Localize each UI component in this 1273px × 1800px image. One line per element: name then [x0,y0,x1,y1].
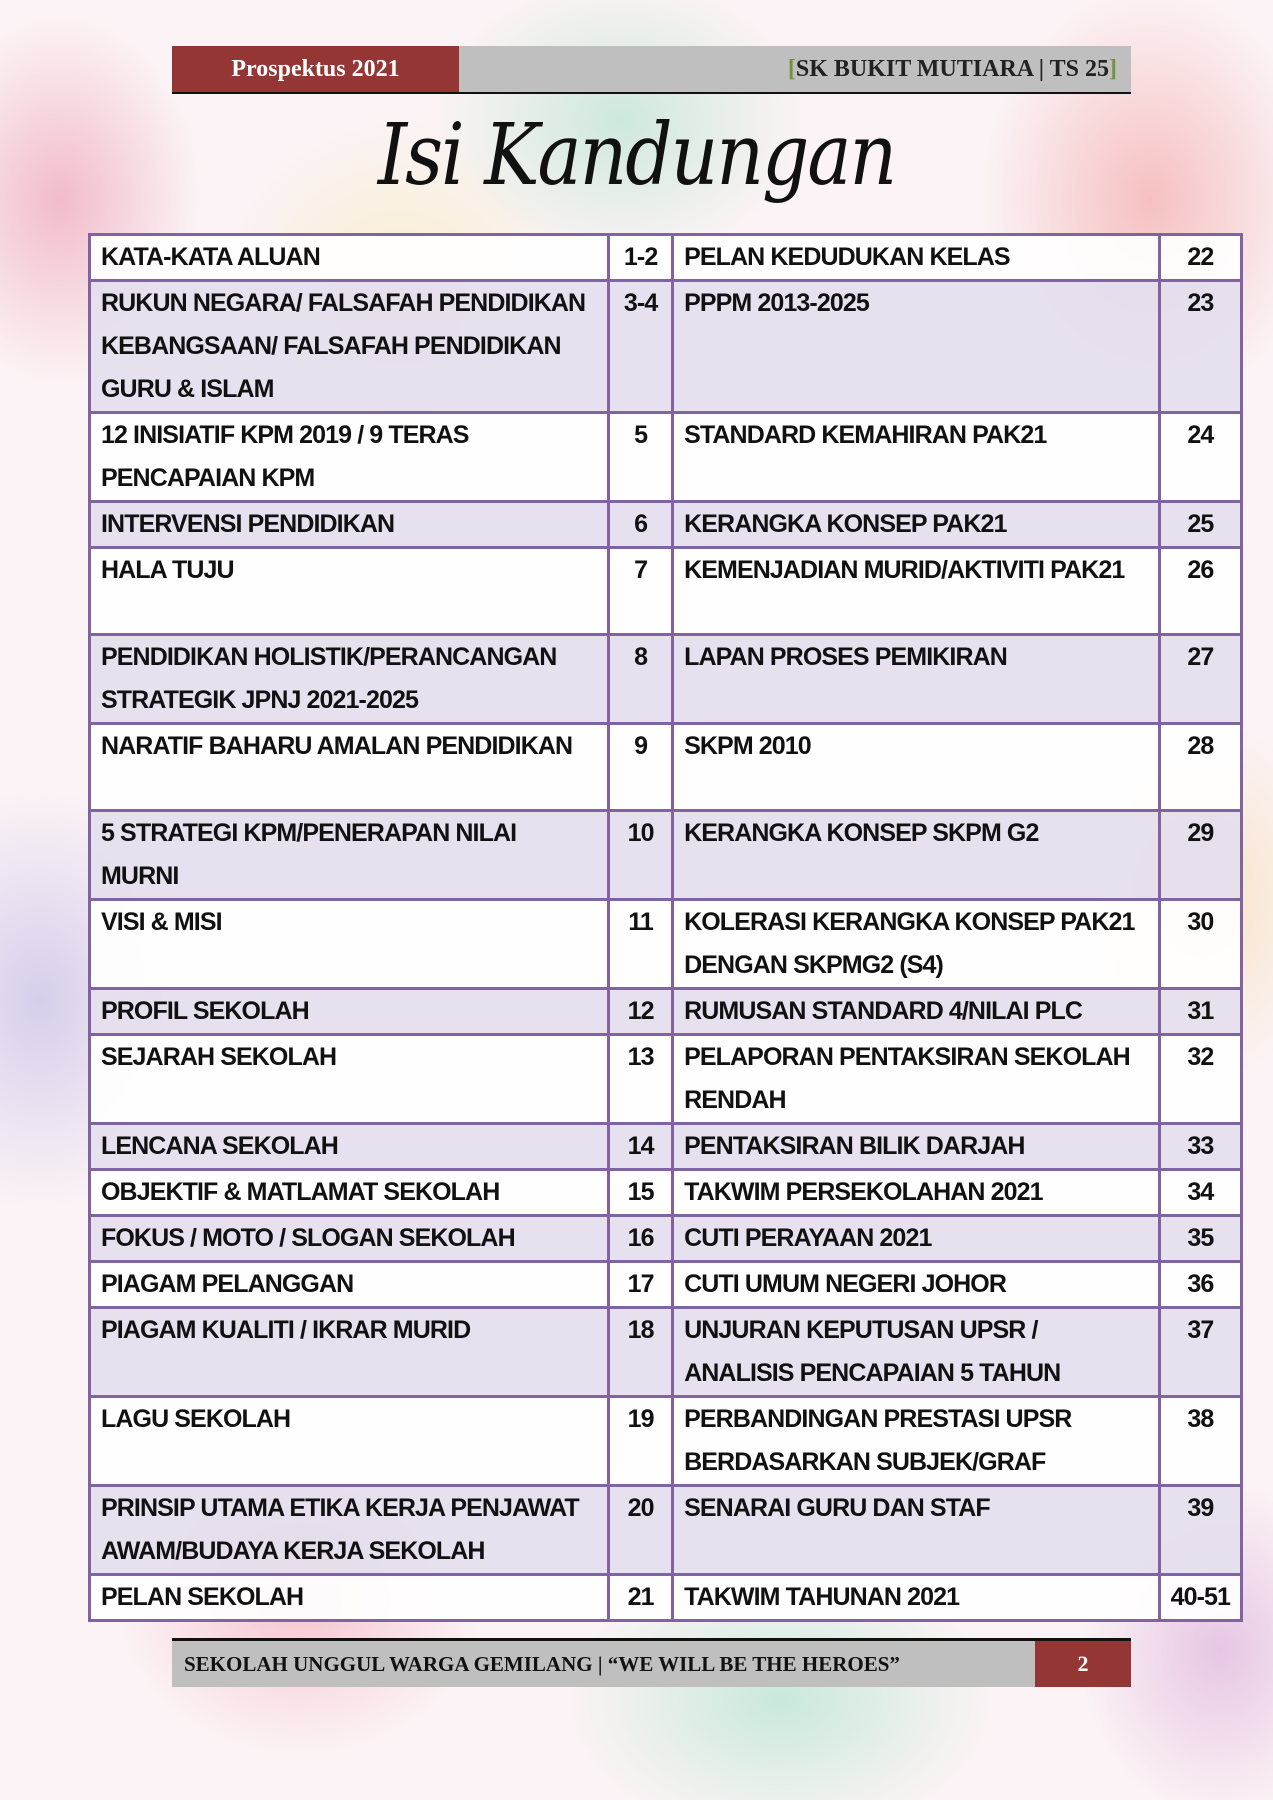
page-header [172,46,1131,94]
toc-entry-page: 14 [609,1123,673,1169]
toc-entry-title: PELAN KEDUDUKAN KELAS [673,235,1160,281]
toc-entry-page: 35 [1159,1215,1241,1261]
toc-entry-page: 8 [609,634,673,723]
toc-entry-title: HALA TUJU [90,548,609,635]
toc-row [90,1574,1242,1620]
toc-entry-title: CUTI UMUM NEGERI JOHOR [673,1261,1160,1307]
toc-entry-page: 20 [609,1485,673,1574]
page-footer [172,1638,1131,1687]
toc-row [90,810,1242,899]
toc-row [90,1261,1242,1307]
toc-entry-title: INTERVENSI PENDIDIKAN [90,502,609,548]
toc-entry-page: 33 [1159,1123,1241,1169]
toc-entry-title: RUKUN NEGARA/ FALSAFAH PENDIDIKAN KEBANGSAAN/ FALSAFAH PENDIDIKAN GURU & ISLAM [90,281,609,413]
toc-row [90,1215,1242,1261]
prospectus-label: Prospektus 2021 [172,46,459,92]
toc-entry-page: 23 [1159,281,1241,413]
toc-entry-title: KERANGKA KONSEP SKPM G2 [673,810,1160,899]
toc-entry-page: 31 [1159,988,1241,1034]
toc-entry-page: 16 [609,1215,673,1261]
toc-entry-title: NARATIF BAHARU AMALAN PENDIDIKAN [90,723,609,810]
toc-entry-title: LENCANA SEKOLAH [90,1123,609,1169]
toc-entry-title: PRINSIP UTAMA ETIKA KERJA PENJAWAT AWAM/BUDAYA KERJA SEKOLAH [90,1485,609,1574]
toc-entry-page: 11 [609,899,673,988]
toc-entry-page: 30 [1159,899,1241,988]
toc-row [90,988,1242,1034]
toc-row [90,413,1242,502]
toc-entry-title: PERBANDINGAN PRESTASI UPSR BERDASARKAN SUBJEK/GRAF [673,1396,1160,1485]
toc-entry-page: 6 [609,502,673,548]
toc-entry-page: 19 [609,1396,673,1485]
toc-entry-page: 25 [1159,502,1241,548]
toc-entry-page: 26 [1159,548,1241,635]
toc-entry-page: 38 [1159,1396,1241,1485]
toc-row [90,548,1242,635]
toc-entry-title: KEMENJADIAN MURID/AKTIVITI PAK21 [673,548,1160,635]
toc-entry-page: 32 [1159,1034,1241,1123]
toc-entry-page: 34 [1159,1169,1241,1215]
toc-entry-title: PIAGAM KUALITI / IKRAR MURID [90,1307,609,1396]
toc-row [90,723,1242,810]
bracket-close: ] [1109,55,1117,82]
toc-row [90,1034,1242,1123]
toc-entry-title: KOLERASI KERANGKA KONSEP PAK21 DENGAN SKPMG2 (S4) [673,899,1160,988]
school-label [459,46,1131,92]
toc-entry-title: TAKWIM TAHUNAN 2021 [673,1574,1160,1620]
toc-entry-title: KATA-KATA ALUAN [90,235,609,281]
toc-entry-page: 27 [1159,634,1241,723]
toc-entry-title: PENTAKSIRAN BILIK DARJAH [673,1123,1160,1169]
toc-entry-title: FOKUS / MOTO / SLOGAN SEKOLAH [90,1215,609,1261]
toc-entry-title: SENARAI GURU DAN STAF [673,1485,1160,1574]
toc-entry-title: CUTI PERAYAAN 2021 [673,1215,1160,1261]
toc-row [90,281,1242,413]
toc-entry-page: 24 [1159,413,1241,502]
page-number: 2 [1035,1641,1131,1687]
toc-entry-title: KERANGKA KONSEP PAK21 [673,502,1160,548]
toc-entry-title: PROFIL SEKOLAH [90,988,609,1034]
toc-entry-page: 40-51 [1159,1574,1241,1620]
toc-entry-page: 22 [1159,235,1241,281]
school-name: SK BUKIT MUTIARA | TS 25 [795,55,1109,82]
toc-entry-title: VISI & MISI [90,899,609,988]
toc-row [90,1396,1242,1485]
toc-row [90,899,1242,988]
toc-entry-title: SEJARAH SEKOLAH [90,1034,609,1123]
toc-row [90,1485,1242,1574]
toc-entry-title: LAPAN PROSES PEMIKIRAN [673,634,1160,723]
toc-entry-title: 5 STRATEGI KPM/PENERAPAN NILAI MURNI [90,810,609,899]
toc-entry-page: 12 [609,988,673,1034]
toc-entry-title: UNJURAN KEPUTUSAN UPSR / ANALISIS PENCAPAIAN 5 TAHUN [673,1307,1160,1396]
page-title: Isi Kandungan [377,105,896,205]
toc-entry-page: 18 [609,1307,673,1396]
toc-row [90,235,1242,281]
toc-row [90,502,1242,548]
bracket-open: [ [787,55,796,82]
toc-row [90,634,1242,723]
toc-entry-page: 1-2 [609,235,673,281]
toc-entry-page: 37 [1159,1307,1241,1396]
toc-entry-page: 13 [609,1034,673,1123]
toc-entry-title: SKPM 2010 [673,723,1160,810]
toc-entry-page: 36 [1159,1261,1241,1307]
toc-entry-title: STANDARD KEMAHIRAN PAK21 [673,413,1160,502]
toc-entry-page: 5 [609,413,673,502]
footer-motto: SEKOLAH UNGGUL WARGA GEMILANG | “WE WILL BE THE HEROES” [172,1641,1035,1687]
toc-entry-title: PIAGAM PELANGGAN [90,1261,609,1307]
toc-entry-page: 39 [1159,1485,1241,1574]
toc-entry-page: 15 [609,1169,673,1215]
toc-entry-title: PELAPORAN PENTAKSIRAN SEKOLAH RENDAH [673,1034,1160,1123]
toc-entry-title: OBJEKTIF & MATLAMAT SEKOLAH [90,1169,609,1215]
toc-entry-page: 10 [609,810,673,899]
toc-entry-page: 7 [609,548,673,635]
toc-entry-title: PPPM 2013-2025 [673,281,1160,413]
toc-entry-page: 17 [609,1261,673,1307]
toc-entry-title: LAGU SEKOLAH [90,1396,609,1485]
toc-entry-page: 9 [609,723,673,810]
toc-entry-title: 12 INISIATIF KPM 2019 / 9 TERAS PENCAPAIAN KPM [90,413,609,502]
toc-row [90,1307,1242,1396]
toc-entry-page: 28 [1159,723,1241,810]
contents-table [88,233,1243,1622]
toc-row [90,1123,1242,1169]
toc-entry-title: PENDIDIKAN HOLISTIK/PERANCANGAN STRATEGIK JPNJ 2021-2025 [90,634,609,723]
toc-entry-title: PELAN SEKOLAH [90,1574,609,1620]
toc-row [90,1169,1242,1215]
toc-entry-title: TAKWIM PERSEKOLAHAN 2021 [673,1169,1160,1215]
toc-entry-title: RUMUSAN STANDARD 4/NILAI PLC [673,988,1160,1034]
toc-entry-page: 3-4 [609,281,673,413]
toc-entry-page: 29 [1159,810,1241,899]
toc-entry-page: 21 [609,1574,673,1620]
